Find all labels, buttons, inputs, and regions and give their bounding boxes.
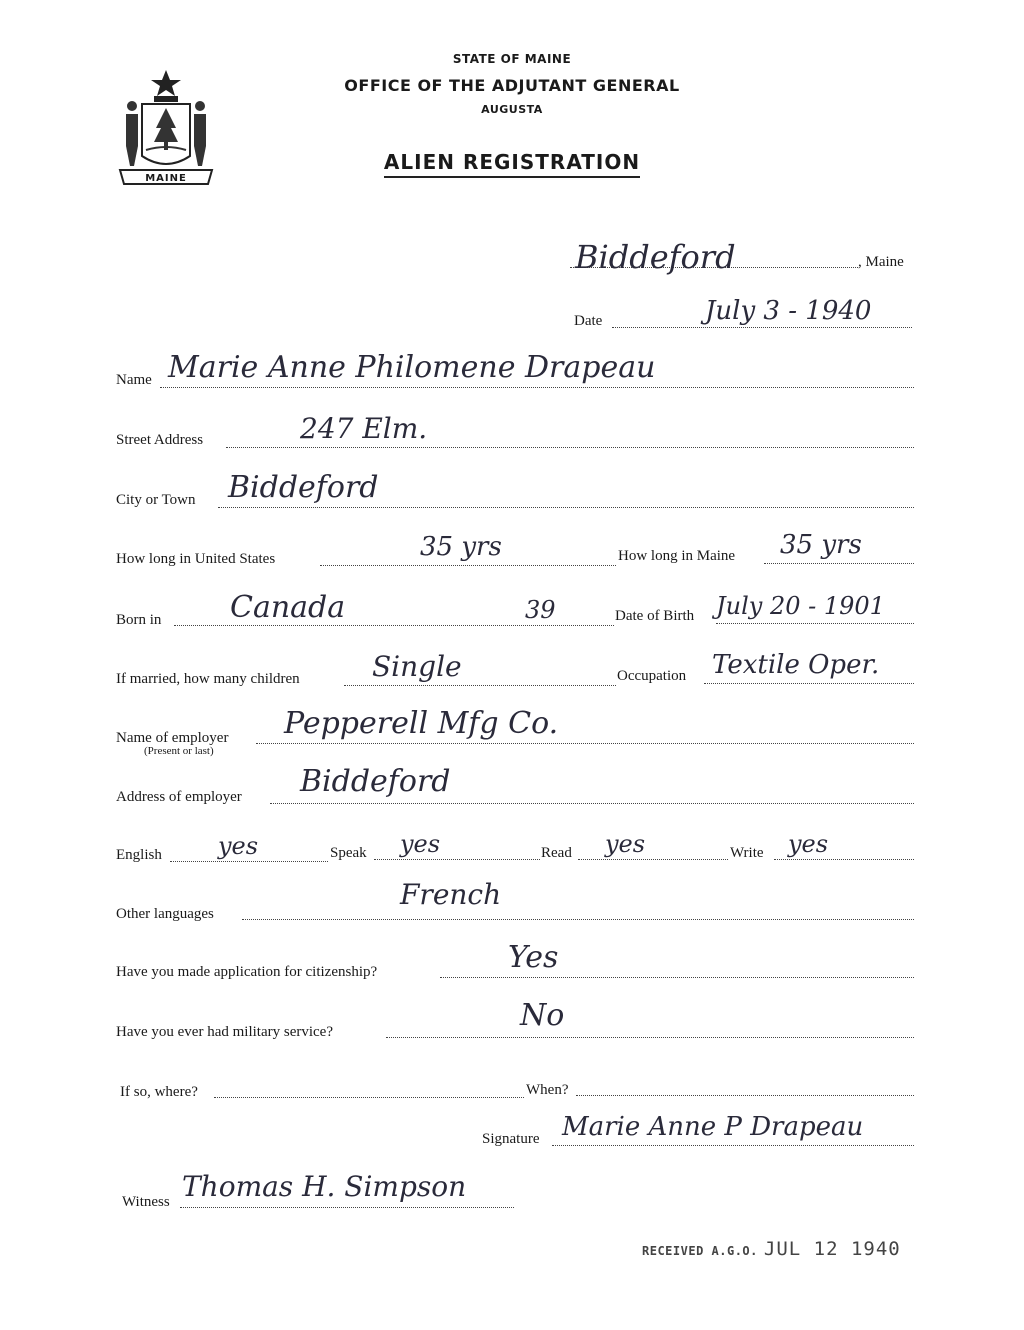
where-label: If so, where? <box>120 1084 198 1100</box>
employer-address-value: Biddeford <box>300 764 451 799</box>
maine-label: , Maine <box>858 254 904 270</box>
occupation-label: Occupation <box>617 668 687 684</box>
occupation-value: Textile Oper. <box>712 650 880 680</box>
date-label: Date <box>574 313 603 329</box>
date-of-birth-value: July 20 - 1901 <box>716 592 885 620</box>
how-long-us-line <box>320 564 616 566</box>
seal-text: MAINE <box>145 173 187 184</box>
witness-line <box>180 1206 514 1208</box>
employer-sublabel: (Present or last) <box>144 745 214 757</box>
town-value: Biddeford <box>575 238 736 276</box>
how-long-us-label: How long in United States <box>116 551 276 567</box>
read-line <box>578 858 728 860</box>
english-value: yes <box>218 832 259 860</box>
received-stamp-label: RECEIVED A.G.O. <box>642 1244 758 1258</box>
where-line <box>214 1096 524 1098</box>
english-label: English <box>116 847 162 863</box>
speak-value: yes <box>400 830 441 858</box>
age-value: 39 <box>525 596 556 624</box>
other-languages-line <box>242 918 914 920</box>
other-languages-label: Other languages <box>116 906 214 922</box>
employer-line <box>256 742 914 744</box>
military-value: No <box>520 998 565 1033</box>
how-long-us-value: 35 yrs <box>420 532 502 562</box>
street-line <box>226 446 914 448</box>
born-in-value: Canada <box>230 590 346 625</box>
speak-line <box>374 858 540 860</box>
english-line <box>170 860 328 862</box>
read-value: yes <box>605 830 646 858</box>
name-value: Marie Anne Philomene Drapeau <box>168 350 656 385</box>
when-label: When? <box>526 1082 569 1098</box>
write-label: Write <box>730 845 764 861</box>
occupation-line <box>704 682 914 684</box>
city-line <box>218 506 914 508</box>
other-languages-value: French <box>400 878 502 911</box>
military-label: Have you ever had military service? <box>116 1024 333 1040</box>
signature-label: Signature <box>482 1131 540 1147</box>
citizenship-line <box>440 976 914 978</box>
signature-line <box>552 1144 914 1146</box>
name-line <box>160 386 914 388</box>
children-value: Single <box>372 650 462 683</box>
citizenship-label: Have you made application for citizenship? <box>116 964 378 980</box>
employer-label: Name of employer <box>116 730 229 746</box>
header-state: STATE OF MAINE <box>452 52 572 66</box>
name-label: Name <box>116 372 152 388</box>
signature-value: Marie Anne P Drapeau <box>562 1112 864 1142</box>
citizenship-value: Yes <box>508 940 559 975</box>
employer-value: Pepperell Mfg Co. <box>284 706 559 741</box>
children-label: If married, how many children <box>116 671 300 687</box>
date-value: July 3 - 1940 <box>705 296 872 326</box>
how-long-maine-value: 35 yrs <box>780 530 862 560</box>
how-long-maine-label: How long in Maine <box>618 548 736 564</box>
city-label: City or Town <box>116 492 196 508</box>
speak-label: Speak <box>330 845 367 861</box>
read-label: Read <box>541 845 572 861</box>
date-of-birth-line <box>716 622 914 624</box>
received-stamp-date: JUL 12 1940 <box>763 1238 901 1260</box>
form-title: ALIEN REGISTRATION <box>0 150 1024 174</box>
header-city: AUGUSTA <box>481 103 543 116</box>
write-value: yes <box>788 830 829 858</box>
write-line <box>774 858 914 860</box>
when-line <box>576 1094 914 1096</box>
street-value: 247 Elm. <box>300 412 428 445</box>
witness-value: Thomas H. Simpson <box>182 1170 467 1203</box>
employer-address-label: Address of employer <box>116 789 242 805</box>
city-value: Biddeford <box>228 470 379 505</box>
military-line <box>386 1036 914 1038</box>
header-office: OFFICE OF THE ADJUTANT GENERAL <box>344 76 680 95</box>
witness-label: Witness <box>122 1194 170 1210</box>
date-line <box>612 326 912 328</box>
street-label: Street Address <box>116 432 204 448</box>
date-of-birth-label: Date of Birth <box>615 608 695 624</box>
employer-address-line <box>270 802 914 804</box>
born-in-label: Born in <box>116 612 162 628</box>
how-long-maine-line <box>764 562 914 564</box>
children-line <box>344 684 616 686</box>
received-stamp <box>642 1238 901 1260</box>
